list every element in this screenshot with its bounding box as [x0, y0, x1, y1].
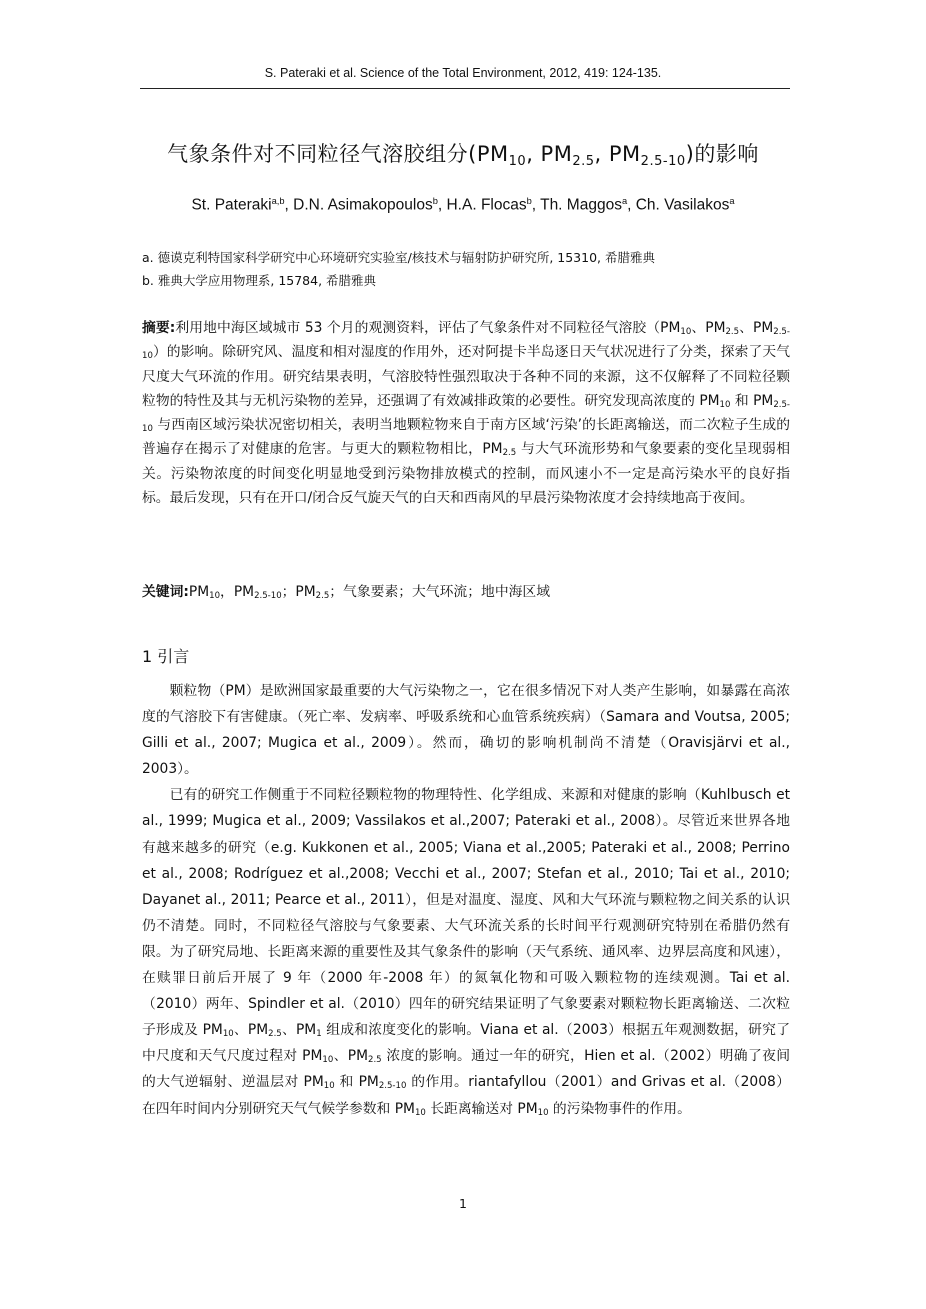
paragraph-sub: 2.5 [368, 1055, 382, 1066]
title-sub: 2.5 [572, 153, 595, 169]
paragraph-text: 浓度的影响。通过一年的研究，Hien et al.（2002）明确了夜间的大气逆辐射、逆温层对 PM [142, 1048, 791, 1091]
abstract-label: 摘要: [142, 320, 176, 336]
paragraph-text: 、PM [233, 1022, 269, 1039]
header-rule [140, 88, 790, 89]
keywords-label: 关键词: [142, 584, 189, 600]
paragraph-sub: 10 [414, 1107, 426, 1118]
abstract-sub: 10 [719, 400, 731, 411]
keyword: ；气象要素；大气环流；地中海区域 [329, 584, 551, 600]
author-affil-mark: a [621, 196, 628, 206]
paragraph-sub: 10 [222, 1029, 234, 1040]
keyword-sub: 2.5 [315, 591, 330, 602]
paragraph-text: 、PM [281, 1022, 317, 1039]
title-text: , PM [526, 142, 573, 166]
paragraph-text: 颗粒物（PM）是欧洲国家最重要的大气污染物之一，它在很多情况下对人类产生影响，如暴露在高浓度的气溶胶下有害健康。（死亡率、发病率、呼吸系统和心血管系统疾病）（Samara and Voutsa, 2005; Gilli et al., 2007; Mugica et al., 2009）。然而，确切的影响机制尚不清楚（Oravisjärvi et al., 2003）。 [142, 683, 790, 778]
abstract-sub: 2.5 [725, 327, 740, 338]
page-number: 1 [459, 1196, 467, 1211]
title-text: )的影响 [685, 142, 759, 166]
author-name: , H.A. Flocas [437, 196, 527, 214]
abstract-text: 、PM [739, 320, 774, 336]
abstract-sub: 10 [680, 327, 692, 338]
keyword-sub: 10 [209, 591, 221, 602]
title-text: 气象条件对不同粒径气溶胶组分(PM [167, 142, 509, 166]
affiliation-b: b. 雅典大学应用物理系, 15784, 希腊雅典 [142, 273, 377, 288]
paragraph-sub: 2.5-10 [378, 1081, 407, 1092]
paragraph-1 [142, 678, 790, 782]
author-name: , D.N. Asimakopoulos [284, 196, 433, 214]
abstract-sub: 2.5-10 [142, 327, 790, 362]
paragraph-sub: 2.5 [268, 1029, 282, 1040]
abstract-text: 与大气环流形势和气象要素的变化呈现弱相关。污染物浓度的时间变化明显地受到污染物排放模式的控制，而风速小不一定是高污染水平的良好指标。最后发现，只有在开口/闭合反气旋天气的白天和西南风的早晨污染物浓度才会持续地高于夜间。 [142, 441, 790, 507]
keyword: ，PM [220, 584, 255, 600]
paragraph-sub: 10 [322, 1055, 334, 1066]
paragraph-text: 长距离输送对 PM [425, 1100, 538, 1117]
title-text: , PM [594, 142, 641, 166]
keyword-sub: 2.5-10 [254, 591, 282, 602]
section-heading-introduction: 1 引言 [142, 647, 190, 666]
abstract-text: ）的影响。除研究风、温度和相对湿度的作用外，还对阿提卡半岛逐日天气状况进行了分类，探索了天气尺度大气环流的作用。研究结果表明，气溶胶特性强烈取决于各种不同的来源，这不仅解释了不同粒径颗粒物的特性及其与无机污染物的差异，还强调了有效减排政策的必要性。研究发现高浓度的 PM [142, 344, 790, 409]
paragraph-text: 组成和浓度变化的影响。Viana et al.（2003）根据五年观测数据，研究了中尺度和天气尺度过程对 PM [142, 1022, 790, 1065]
abstract-text: 利用地中海区域城市 53 个月的观测资料，评估了气象条件对不同粒径气溶胶（PM [175, 320, 681, 336]
author-name: St. Pateraki [191, 196, 272, 214]
paragraph-sub: 10 [537, 1107, 549, 1118]
paragraph-text: 的污染物事件的作用。 [548, 1100, 691, 1117]
author-list [100, 196, 826, 215]
title-sub: 2.5-10 [640, 153, 686, 169]
paper-title [100, 138, 826, 169]
abstract-text: 与西南区域污染状况密切相关，表明当地颗粒物来自于南方区域‘污染’的长距离输送，而二次粒子生成的普遍存在揭示了对健康的危害。与更大的颗粒物相比，PM [142, 417, 790, 458]
title-sub: 10 [508, 153, 527, 169]
keyword: ；PM [281, 584, 316, 600]
paragraph-sub: 1 [316, 1029, 322, 1040]
keywords [142, 580, 790, 601]
abstract-text: 和 PM [730, 392, 774, 409]
introduction-body [142, 678, 790, 1122]
paragraph-text: 的作用。riantafyllou（2001）and Grivas et al.（2008）在四年时间内分别研究天气气候学参数和 PM [142, 1074, 791, 1117]
paragraph-text: 已有的研究工作侧重于不同粒径颗粒物的物理特性、化学组成、来源和对健康的影响（Kuhlbusch et al., 1999; Mugica et al., 2009; Vassilakos et al.,2007; Pateraki et al., 2008）。尽管近来世界各地有越来越多的研究（e.g. Kukkonen et al., 2005; Viana et al.,2005; Pateraki et al., 2008; Perrino et al., 2008; Rodríguez et al.,2008; Vecchi et al., 2007; Stefan et al., 2010; Tai et al., 2010; Dayanet al., 2011; Pearce et al., 2011），但是对温度、湿度、风和大气环流与颗粒物之间关系的认识仍不清楚。同时，不同粒径气溶胶与气象要素、大气环流关系的长时间平行观测研究特别在希腊仍然有限。为了研究局地、长距离来源的重要性及其气象条件的影响（天气系统、通风率、边界层高度和风速），在赎罪日前后开展了 9 年（2000 年-2008 年）的氮氧化物和可吸入颗粒物的连续观测。Tai et al.（2010）两年、Spindler et al.（2010）四年的研究结果证明了气象要素对颗粒物长距离输送、二次粒子形成及 PM [142, 787, 790, 1039]
author-affil-mark: b [526, 196, 532, 206]
author-affil-mark: a,b [271, 196, 285, 206]
paragraph-2 [142, 782, 790, 1121]
author-affil-mark: b [432, 196, 438, 206]
paragraph-text: 、PM [333, 1048, 368, 1065]
author-affil-mark: a [729, 196, 735, 206]
affiliation-a: a. 德谟克利特国家科学研究中心环境研究实验室/核技术与辐射防护研究所, 15310, 希腊雅典 [142, 250, 655, 265]
paragraph-text: 和 PM [334, 1074, 379, 1091]
abstract [142, 316, 790, 510]
running-header: S. Pateraki et al. Science of the Total Environment, 2012, 419: 124-135. [264, 66, 662, 80]
abstract-text: 、PM [691, 320, 726, 336]
abstract-sub: 2.5 [502, 448, 517, 459]
abstract-sub: 2.5-10 [142, 400, 790, 435]
paragraph-sub: 10 [323, 1081, 335, 1092]
author-name: , Ch. Vasilakos [627, 196, 730, 214]
keyword: PM [188, 584, 210, 600]
author-name: , Th. Maggos [531, 196, 622, 214]
